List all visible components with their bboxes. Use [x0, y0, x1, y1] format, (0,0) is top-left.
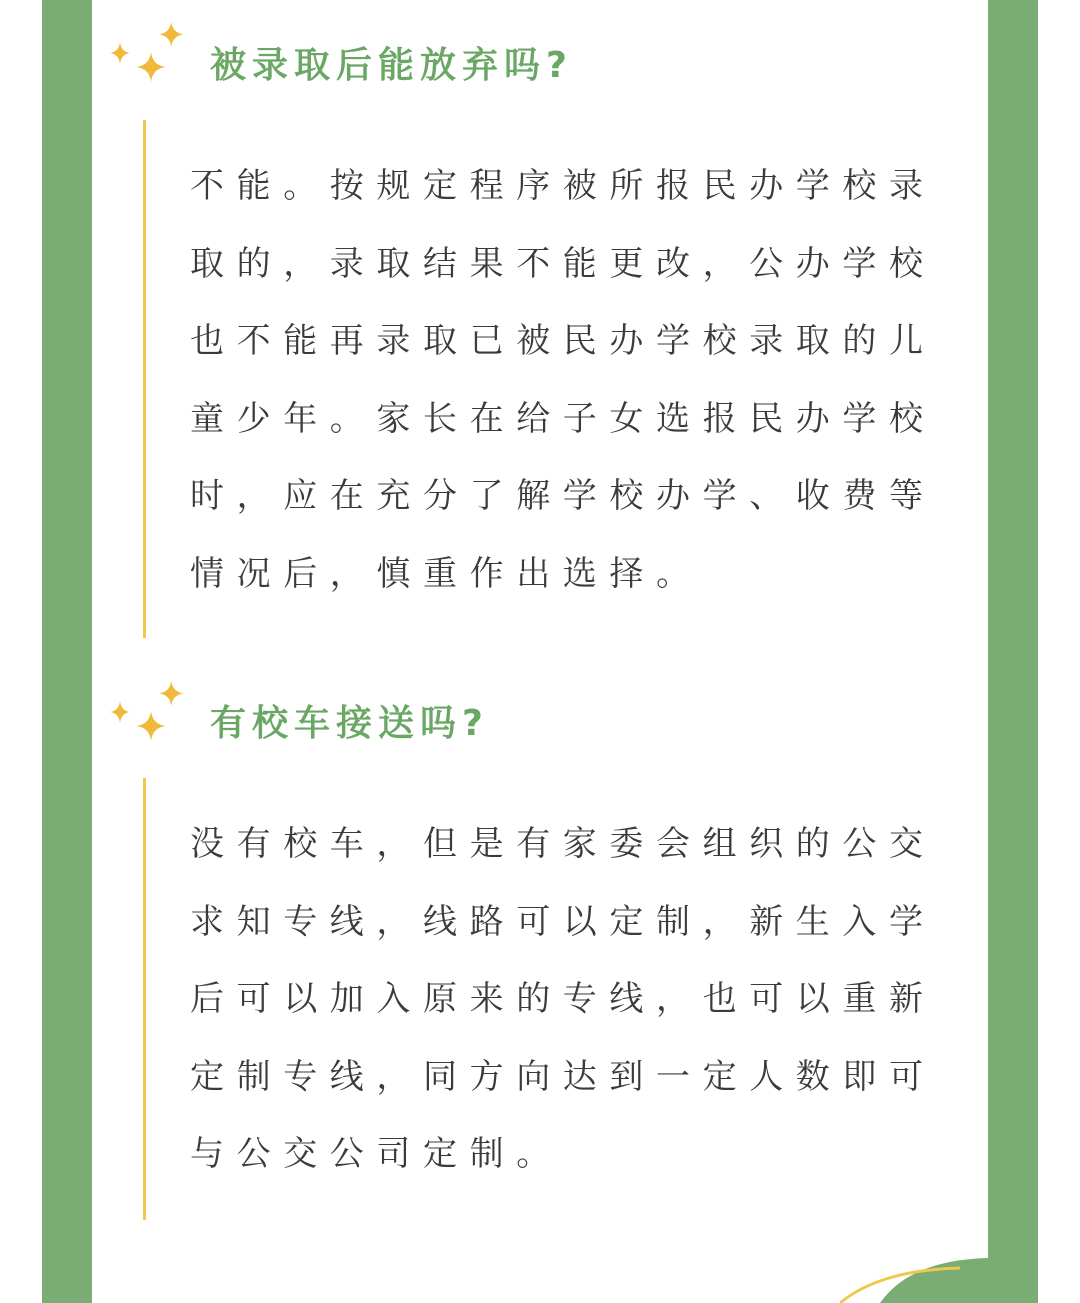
- answer-paragraph-2: 没有校车，但是有家委会组织的公交求知专线，线路可以定制，新生入学后可以加入原来的专线，也可以重新定制专线，同方向达到一定人数即可与公交公司定制。: [190, 824, 936, 1174]
- sparkle-icon: [106, 679, 186, 749]
- left-green-border: [42, 0, 92, 1303]
- accent-line-2: [143, 778, 146, 1220]
- right-green-border: [988, 0, 1038, 1303]
- question-heading-2: 有校车接送吗?: [210, 703, 489, 744]
- accent-line-1: [143, 120, 146, 638]
- question-heading-1: 被录取后能放弃吗?: [210, 45, 573, 86]
- leaf-decoration-icon: [840, 1240, 988, 1303]
- sparkle-icon: [106, 20, 186, 90]
- answer-paragraph-1: 不能。按规定程序被所报民办学校录取的，录取结果不能更改，公办学校也不能再录取已被民办学校录取的儿童少年。家长在给子女选报民办学校时，应在充分了解学校办学、收费等情况后，慎重作出选择。: [190, 166, 936, 594]
